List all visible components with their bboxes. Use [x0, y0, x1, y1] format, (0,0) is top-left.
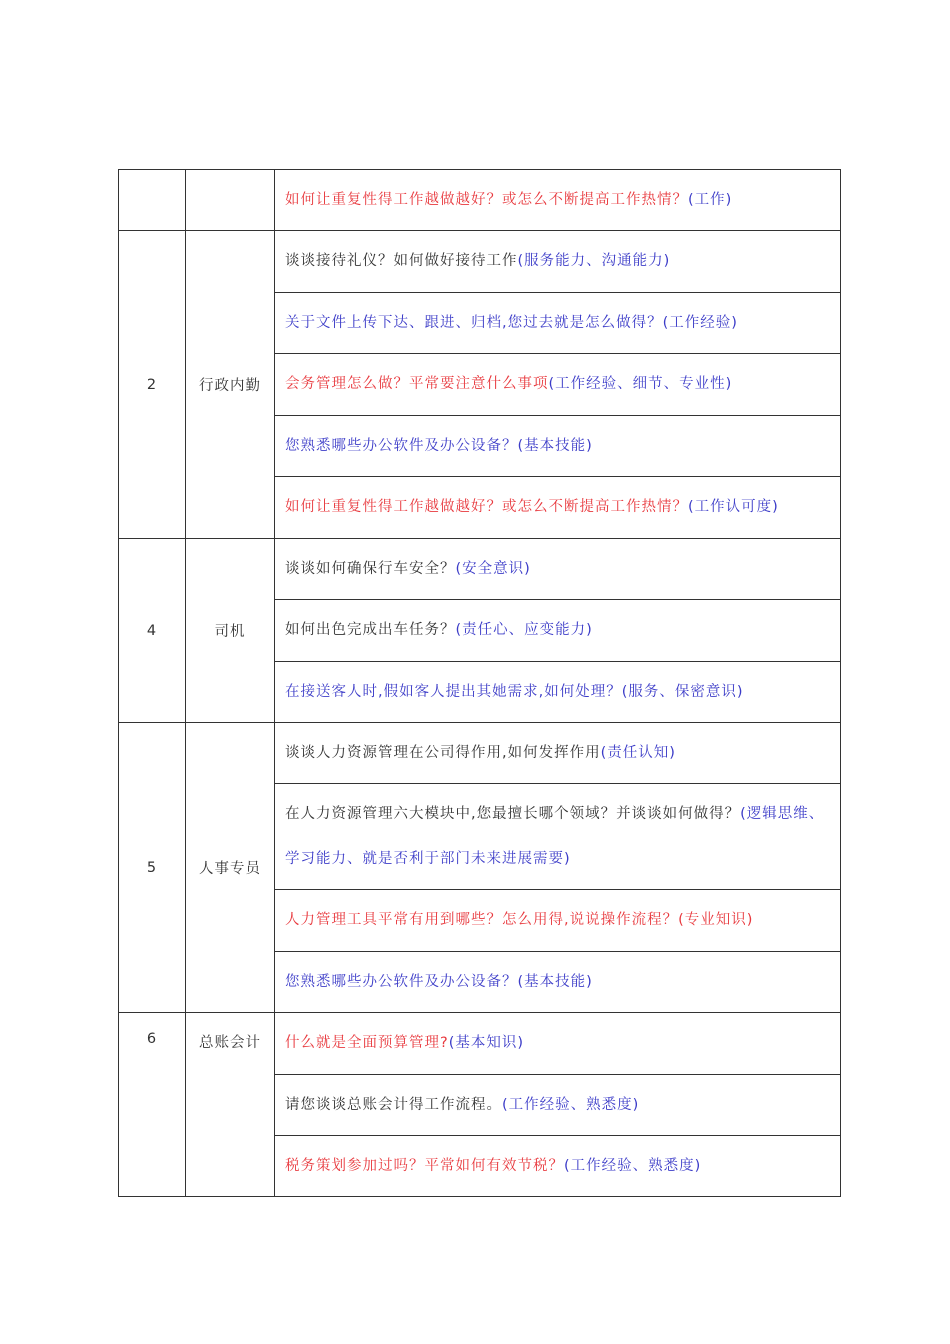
question-focus: (工作经验、熟悉度)	[564, 1157, 702, 1174]
question-text: 关于文件上传下达、跟进、归档,您过去就是怎么做得？(工作经验)	[285, 314, 738, 331]
position-name: 总账会计	[186, 1013, 275, 1197]
position-name: 司机	[186, 539, 275, 723]
question-text: 如何让重复性得工作越做越好？或怎么不断提高工作热情？	[285, 499, 688, 515]
position-name: 行政内勤	[186, 231, 275, 539]
question-cell	[275, 231, 841, 293]
question-focus: (专业知识)	[678, 912, 754, 928]
row-number: 5	[119, 723, 186, 1013]
row-number: 4	[119, 539, 186, 723]
question-text: 您熟悉哪些办公软件及办公设备？(基本技能)	[285, 437, 593, 454]
question-text: 如何让重复性得工作越做越好？或怎么不断提高工作热情？	[285, 191, 688, 208]
question-text: 在人力资源管理六大模块中,您最擅长哪个领域？并谈谈如何做得？	[285, 805, 741, 822]
question-focus: (工作经验、熟悉度)	[502, 1096, 640, 1113]
question-cell	[275, 952, 841, 1013]
question-focus: (服务能力、沟通能力)	[517, 253, 671, 269]
question-focus: (基本知识)	[448, 1035, 525, 1051]
row-number: 6	[119, 1013, 186, 1197]
question-cell	[275, 477, 841, 539]
question-text: 什么就是全面预算管理?	[285, 1035, 449, 1051]
question-focus: (工作经验、细节、专业性)	[548, 376, 733, 392]
question-text: 您熟悉哪些办公软件及办公设备？(基本技能)	[285, 973, 593, 990]
position-name: 人事专员	[186, 723, 275, 1013]
row-number: 2	[119, 231, 186, 539]
question-text: 在接送客人时,假如客人提出其她需求,如何处理？(服务、保密意识)	[285, 683, 744, 700]
question-focus: (责任心、应变能力)	[455, 622, 593, 638]
question-cell	[275, 1013, 841, 1075]
question-text: 谈谈人力资源管理在公司得作用,如何发挥作用	[285, 744, 601, 761]
question-cell	[275, 1136, 841, 1197]
question-focus: (工作认可度)	[688, 499, 779, 515]
question-cell	[275, 293, 841, 354]
table-row	[119, 1013, 841, 1075]
position-name	[186, 170, 275, 231]
question-cell	[275, 723, 841, 784]
question-text: 人力管理工具平常有用到哪些？怎么用得,说说操作流程？	[285, 912, 679, 928]
question-focus: (工作)	[688, 191, 733, 208]
question-text: 如何出色完成出车任务？	[285, 622, 456, 638]
question-focus: (责任认知)	[600, 744, 676, 761]
question-text: 谈谈如何确保行车安全？	[285, 560, 456, 577]
table-row	[119, 723, 841, 784]
question-cell	[275, 416, 841, 477]
question-cell	[275, 539, 841, 600]
question-focus: (安全意识)	[455, 560, 531, 577]
table-row	[119, 539, 841, 600]
question-cell	[275, 354, 841, 416]
question-cell	[275, 1075, 841, 1136]
question-cell	[275, 662, 841, 723]
question-text: 会务管理怎么做？平常要注意什么事项	[285, 376, 549, 392]
question-cell	[275, 600, 841, 662]
question-text: 谈谈接待礼仪？如何做好接待工作	[285, 253, 518, 269]
question-focus: (逻辑思维、学习能力、就是否利于部门未来进展需要)	[285, 805, 825, 867]
question-cell	[275, 784, 841, 890]
row-number	[119, 170, 186, 231]
interview-question-table	[118, 169, 841, 1197]
question-text: 税务策划参加过吗？平常如何有效节税？	[285, 1157, 564, 1174]
question-text: 请您谈谈总账会计得工作流程。	[285, 1096, 502, 1113]
table-row	[119, 231, 841, 293]
question-cell	[275, 170, 841, 231]
question-cell	[275, 890, 841, 952]
table-row	[119, 170, 841, 231]
